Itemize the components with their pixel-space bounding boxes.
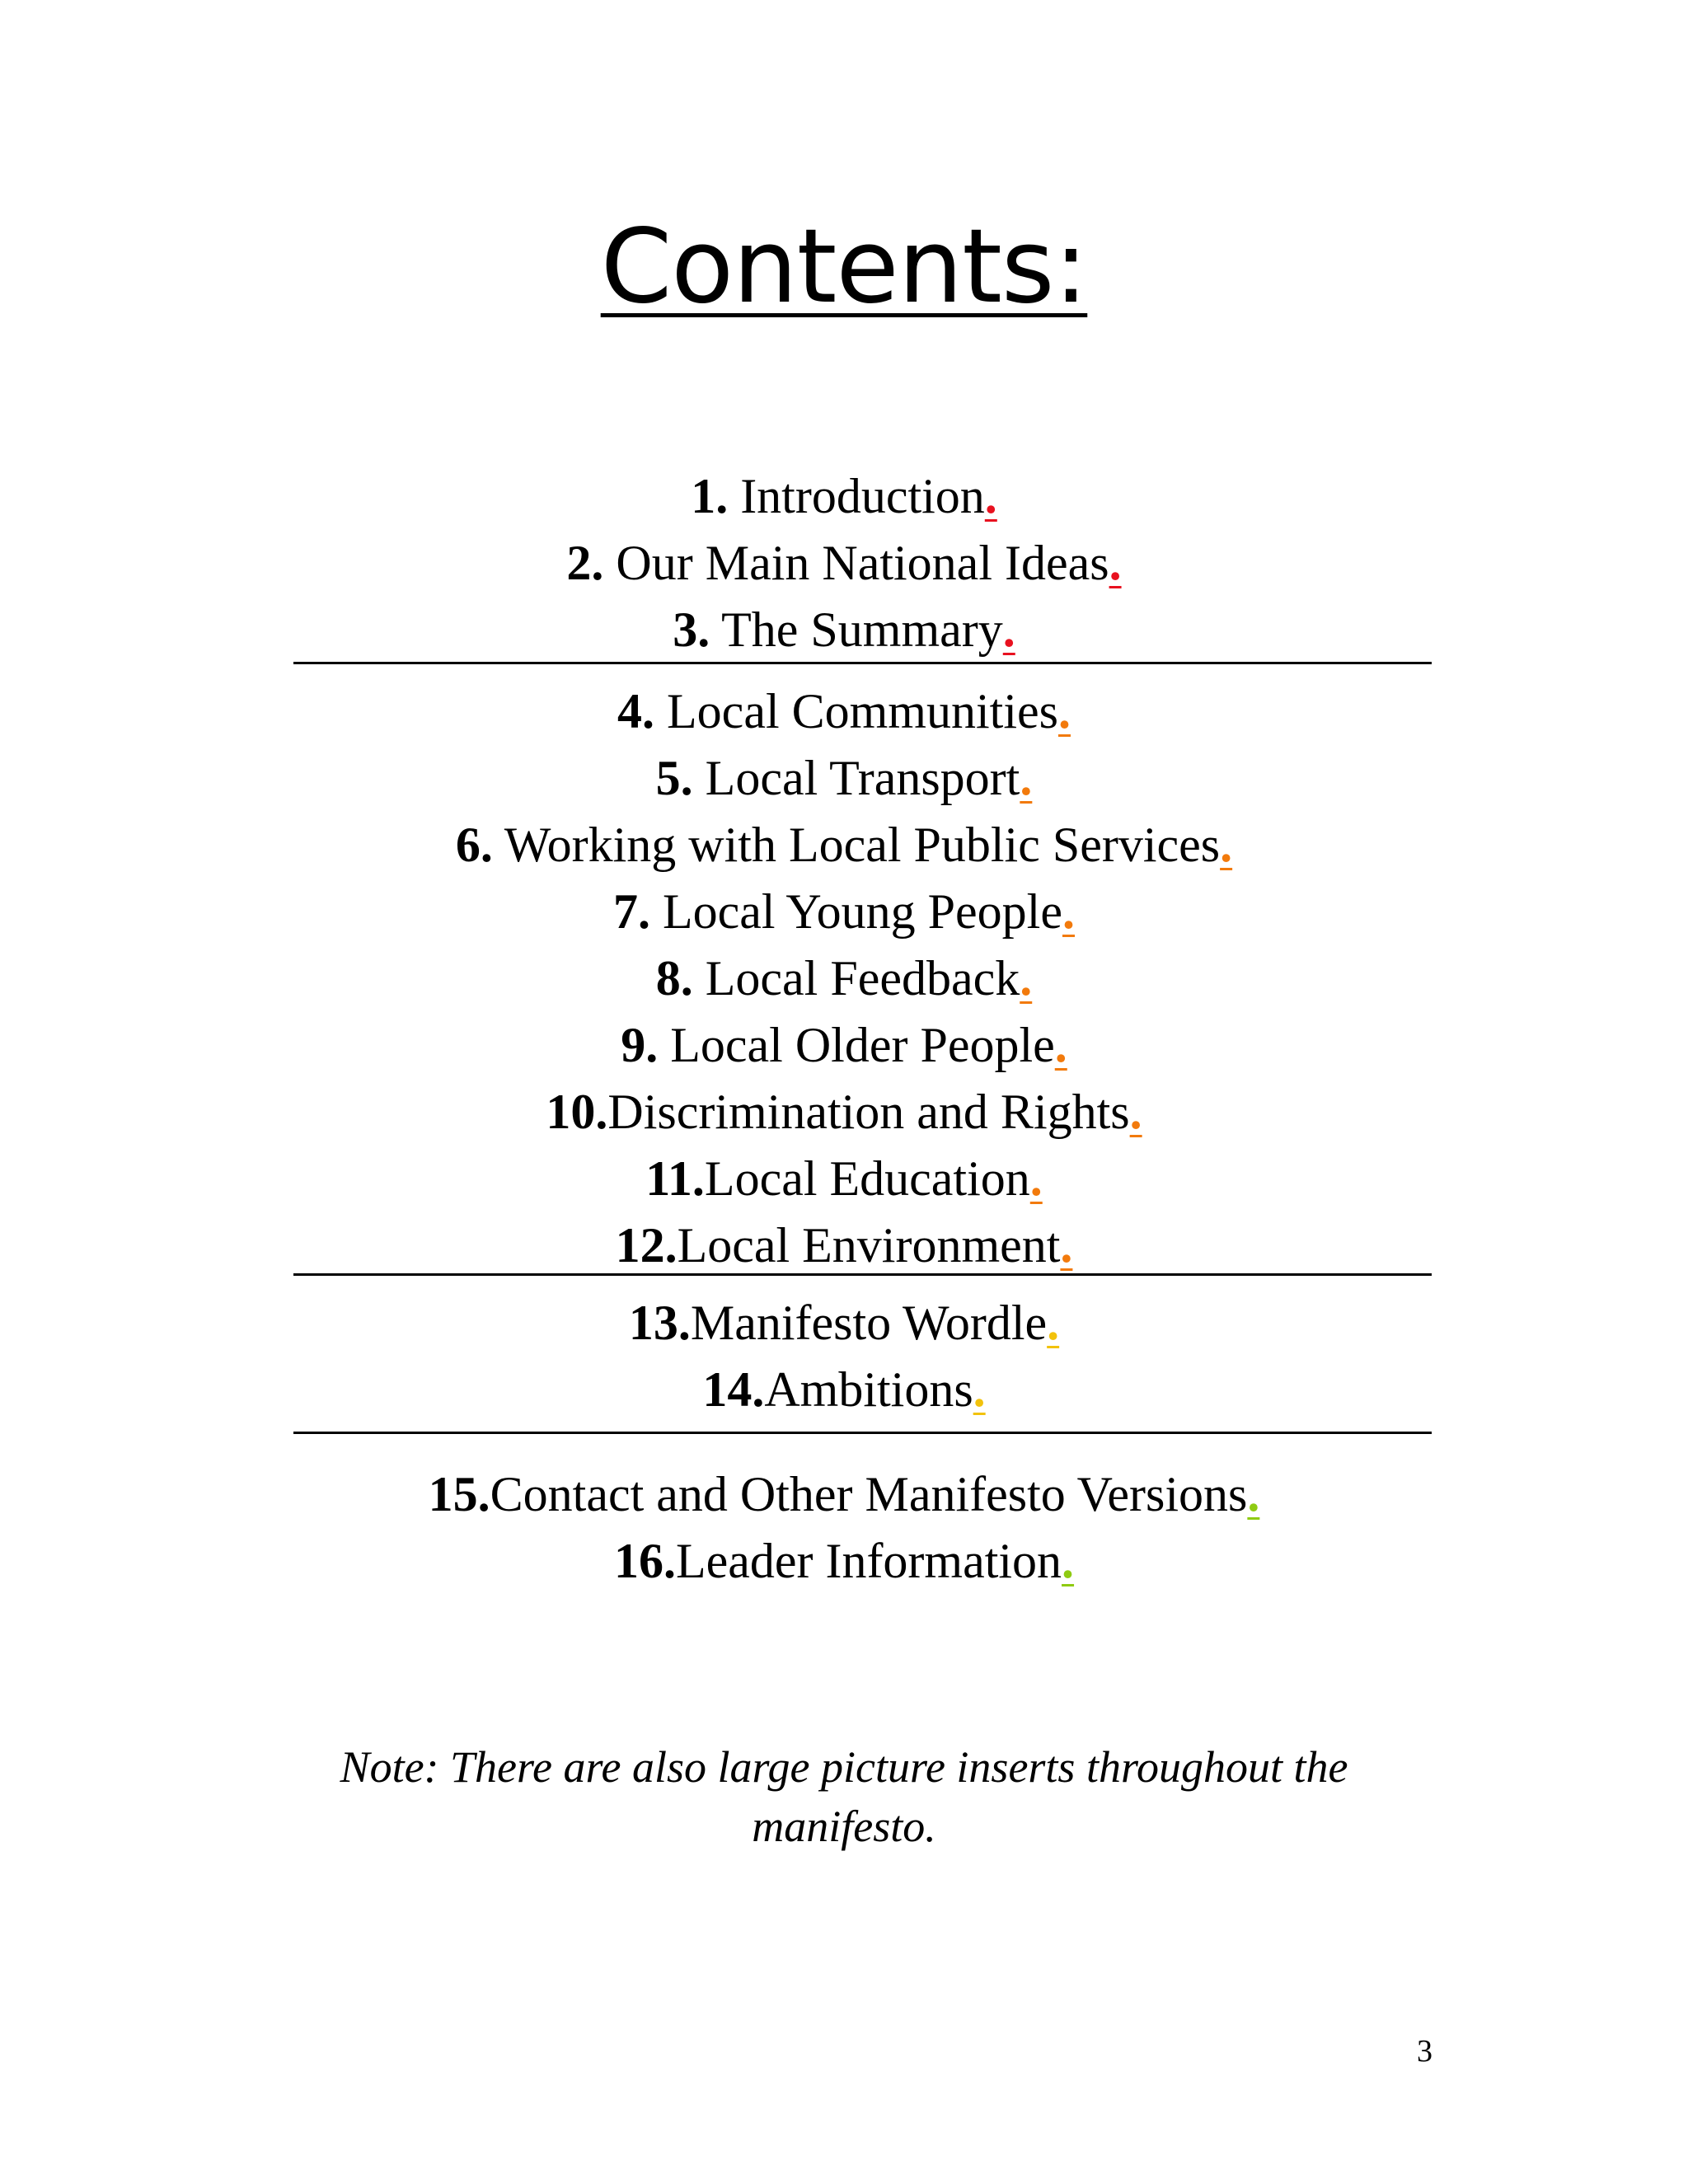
note-line-2: manifesto.: [752, 1802, 936, 1851]
toc-entry-label: Local Transport: [692, 751, 1020, 805]
toc-entry-label: Ambitions: [764, 1362, 973, 1417]
toc-entry-label: Contact and Other Manifesto Versions: [490, 1467, 1248, 1521]
toc-entry-colored-dot: .: [1247, 1467, 1260, 1521]
toc-entry-colored-dot: .: [1062, 884, 1075, 939]
toc-entry-label: Leader Information: [675, 1534, 1062, 1588]
toc-entry-label: Local Education: [704, 1151, 1030, 1206]
toc-entry-label: The Summary: [710, 602, 1003, 657]
toc-entry-label: Our Main National Ideas: [603, 536, 1109, 590]
toc-entry-colored-dot: .: [1057, 684, 1071, 738]
toc-group-introduction: [0, 463, 1688, 663]
toc-entry-number: 16.: [613, 1534, 676, 1588]
toc-entry-number: 3.: [673, 602, 710, 657]
toc-entry[interactable]: [0, 879, 1688, 945]
toc-entry[interactable]: [0, 463, 1688, 530]
toc-entry-colored-dot: .: [1054, 1018, 1067, 1072]
toc-entry[interactable]: [0, 1528, 1688, 1595]
toc-entry-colored-dot: .: [1002, 602, 1015, 657]
toc-entry[interactable]: [0, 1079, 1688, 1146]
page-title-text: Contents:: [600, 208, 1088, 326]
toc-entry-label: Manifesto Wordle: [690, 1296, 1048, 1350]
toc-entry[interactable]: [0, 1290, 1688, 1357]
toc-entry-colored-dot: .: [1062, 1534, 1075, 1588]
toc-entry-colored-dot: .: [973, 1362, 986, 1417]
toc-entry-label: Local Environment: [677, 1218, 1061, 1272]
toc-group-wordle: [0, 1290, 1688, 1423]
toc-entry-colored-dot: .: [1020, 951, 1033, 1005]
toc-entry-number: 11.: [645, 1151, 705, 1206]
toc-entry-number: 4.: [617, 684, 655, 738]
section-divider: [293, 1273, 1432, 1276]
toc-entry[interactable]: [0, 1012, 1688, 1079]
toc-entry-number: 14.: [702, 1362, 765, 1417]
toc-entry-number: 7.: [613, 884, 650, 939]
toc-entry-label: Introduction: [728, 469, 985, 523]
toc-entry[interactable]: [0, 945, 1688, 1012]
page-number: 3: [1417, 2034, 1432, 2069]
toc-entry-number: 2.: [566, 536, 604, 590]
note: [0, 1737, 1688, 1856]
toc-entry-colored-dot: .: [1060, 1218, 1073, 1272]
toc-entry-label: Discrimination and Rights: [607, 1085, 1130, 1139]
toc-entry-colored-dot: .: [984, 469, 997, 523]
toc-group-contact: [0, 1461, 1688, 1595]
toc-entry-number: 1.: [691, 469, 729, 523]
toc-entry[interactable]: [0, 1461, 1688, 1528]
toc-entry-label: Working with Local Public Services: [492, 818, 1221, 872]
toc-entry-number: 13.: [628, 1296, 691, 1350]
toc-entry-colored-dot: .: [1109, 536, 1122, 590]
toc-entry-colored-dot: .: [1029, 1151, 1043, 1206]
toc-entry-label: Local Young People: [650, 884, 1062, 939]
toc-entry[interactable]: [0, 745, 1688, 812]
section-divider: [293, 1432, 1432, 1434]
toc-entry-label: Local Communities: [654, 684, 1058, 738]
toc-entry-colored-dot: .: [1220, 818, 1233, 872]
toc-entry-number: 10.: [546, 1085, 608, 1139]
toc-entry[interactable]: [0, 530, 1688, 597]
toc-entry[interactable]: [0, 597, 1688, 663]
toc-entry-number: 9.: [621, 1018, 659, 1072]
toc-entry-colored-dot: .: [1129, 1085, 1142, 1139]
section-divider: [293, 662, 1432, 664]
page-title: [0, 208, 1688, 326]
toc-entry[interactable]: [0, 1146, 1688, 1212]
toc-entry[interactable]: [0, 678, 1688, 745]
toc-entry[interactable]: [0, 1357, 1688, 1423]
toc-entry-number: 5.: [655, 751, 693, 805]
toc-entry-number: 15.: [428, 1467, 490, 1521]
toc-entry-number: 8.: [655, 951, 693, 1005]
toc-entry-number: 12.: [615, 1218, 678, 1272]
toc-entry-number: 6.: [455, 818, 493, 872]
toc-entry-colored-dot: .: [1047, 1296, 1060, 1350]
note-line-1: Note: There are also large picture inserts throughout the: [340, 1742, 1348, 1792]
toc-entry[interactable]: [0, 1212, 1688, 1279]
toc-entry-colored-dot: .: [1020, 751, 1033, 805]
toc-group-local: [0, 678, 1688, 1279]
toc-entry[interactable]: [0, 812, 1688, 879]
toc-entry-label: Local Older People: [658, 1018, 1055, 1072]
toc-entry-label: Local Feedback: [692, 951, 1020, 1005]
